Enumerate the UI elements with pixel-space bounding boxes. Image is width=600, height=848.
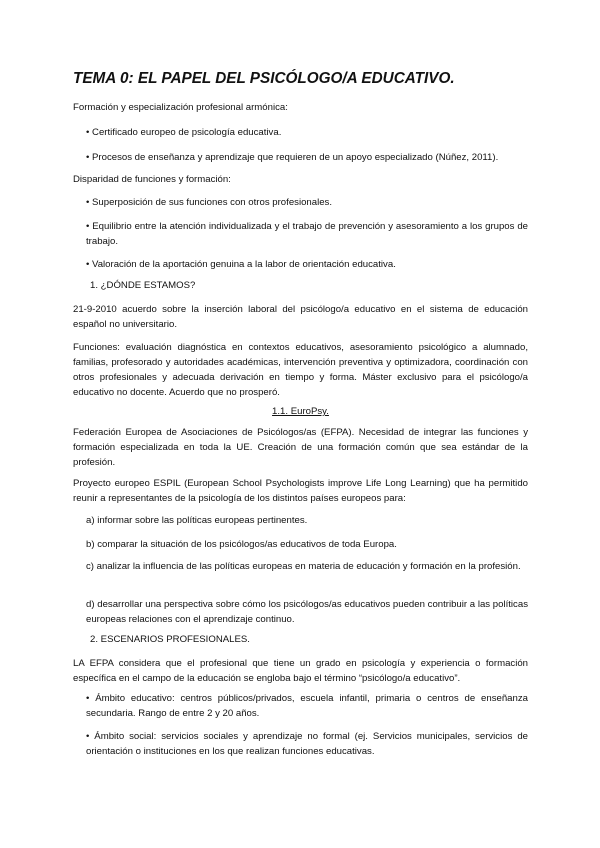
list-item: d) desarrollar una perspectiva sobre cómo los psicólogos/as educativos pueden contribuir a las políticas europeas relaciones con el aprendizaje continuo.: [86, 599, 528, 625]
list-item: • Superposición de sus funciones con otros profesionales.: [86, 197, 333, 208]
paragraph: Proyecto europeo ESPIL (European School Psychologists improve Life Long Learning) que ha permitido reunir a representantes de la psicología de los distintos países europeos para:: [73, 478, 528, 504]
list-item: • Valoración de la aportación genuina a la labor de orientación educativa.: [86, 259, 396, 270]
disparidad-heading: Disparidad de funciones y formación:: [73, 174, 231, 185]
list-item: • Procesos de enseñanza y aprendizaje que requieren de un apoyo especializado (Núñez, 2011).: [86, 152, 499, 163]
list-item: b) comparar la situación de los psicólogos/as educativos de toda Europa.: [86, 539, 397, 550]
paragraph: LA EFPA considera que el profesional que tiene un grado en psicología y experiencia o formación específica en el campo de la educación se engloba bajo el término “psicólogo/a educativo”.: [73, 658, 528, 684]
list-item: • Ámbito educativo: centros públicos/privados, escuela infantil, primaria o centros de enseñanza secundaria. Rango de entre 2 y 20 años.: [86, 693, 528, 719]
list-item: • Certificado europeo de psicología educativa.: [86, 127, 282, 138]
page-title: TEMA 0: EL PAPEL DEL PSICÓLOGO/A EDUCATIVO.: [73, 70, 455, 87]
section-1-heading: 1. ¿DÓNDE ESTAMOS?: [90, 280, 196, 291]
section-2-heading: 2. ESCENARIOS PROFESIONALES.: [90, 634, 250, 645]
list-item: a) informar sobre las políticas europeas pertinentes.: [86, 515, 308, 526]
paragraph: 21-9-2010 acuerdo sobre la inserción laboral del psicólogo/a educativo en el sistema de educación español no universitario.: [73, 304, 528, 330]
section-1-1-heading-text: 1.1. EuroPsy.: [272, 406, 329, 417]
list-item: • Equilibrio entre la atención individualizada y el trabajo de prevención y asesoramiento a los grupos de trabajo.: [86, 221, 528, 247]
paragraph: Federación Europea de Asociaciones de Psicólogos/as (EFPA). Necesidad de integrar las funciones y formación especializada en toda la UE. Creación de una formación común que sea estándar de la profesión.: [73, 427, 528, 468]
list-item: c) analizar la influencia de las políticas europeas en materia de educación y formación en la profesión.: [86, 561, 521, 572]
section-1-1-heading: [73, 404, 528, 419]
paragraph: Funciones: evaluación diagnóstica en contextos educativos, asesoramiento psicológico a alumnado, familias, profesorado y autoridades académicas, intervención preventiva y optimizadora, coordinación con otros profesionales y adecuada derivación en tiempo y forma. Máster exclusivo para el psicólogo/a educativo no docente. Acuerdo que no prosperó.: [73, 342, 528, 398]
list-item: • Ámbito social: servicios sociales y aprendizaje no formal (ej. Servicios municipales, servicios de orientación o instituciones en los que realizan funciones educativas.: [86, 731, 528, 757]
formacion-heading: Formación y especialización profesional armónica:: [73, 102, 288, 113]
